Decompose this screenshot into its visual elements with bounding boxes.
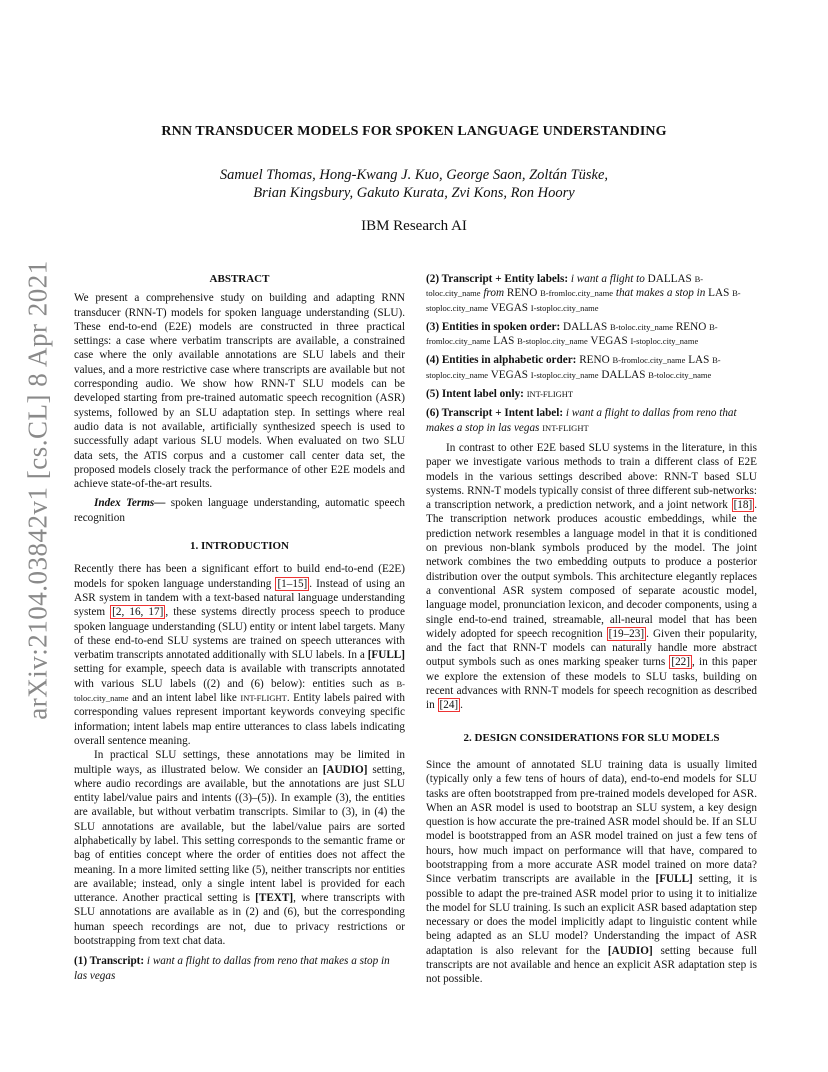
authors-line-2: Brian Kingsbury, Gakuto Kurata, Zvi Kons, Ron Hoory xyxy=(253,185,575,201)
entity-label: I-stoploc.city_name xyxy=(530,369,599,380)
full-setting-tag: [FULL] xyxy=(655,873,693,886)
arxiv-sidebar xyxy=(18,260,58,720)
example-1-text: i want a flight to dallas from reno that makes a stop in las vegas xyxy=(74,955,390,982)
right-p1-text-c: . Given their popularity, and the fact that RNN-T models can naturally handle more abstract output symbols such as ones marking speaker turns xyxy=(426,627,758,669)
example-6-label: (6) Transcript + Intent label: xyxy=(426,407,564,420)
example-word: that makes a stop in xyxy=(615,287,706,300)
intro-p1-text-f: . Entity labels paired with corresponding values represent important keywords conveying specific information; intent labels map entire utterances to class labels indicating overall sentence meaning. xyxy=(74,692,405,747)
entity-value: LAS xyxy=(493,335,515,348)
citation-link[interactable]: [1–15] xyxy=(277,577,308,590)
affiliation: IBM Research AI xyxy=(361,218,467,234)
abstract-text: We present a comprehensive study on building and adapting RNN transducer (RNN-T) models for spoken language understanding (SLU). These end-to-end (E2E) models are constructed in three practical settings: a case where verbatim transcripts are available, a constrained case where the only available annotations are SLU labels and their values, and a more restrictive case where transcripts are available but not corresponding audio. We show how RNN-T SLU models can be developed starting from pre-trained automatic speech recognition (ASR) systems, followed by an SLU adaptation step. In settings where real audio data is not available, artificially synthesized speech is used to successfully adapt various SLU models. When evaluated on two SLU data sets, the ATIS corpus and a customer call center data set, the proposed models closely track the performance of other E2E models and achieve state-of-the-art results. xyxy=(74,292,405,491)
audio-setting-tag: [AUDIO] xyxy=(607,944,653,957)
right-p1-text-d: , in this paper we explore the extension of these models to SLU tasks, building on recent advances with RNN-T models for speech recognition as described in xyxy=(426,656,757,712)
example-5 xyxy=(426,387,757,401)
entity-value: DALLAS xyxy=(563,320,608,333)
right-p2-text-a: Since the amount of annotated SLU training data is usually limited (typically only a few tens of hours of data), end-to-end models for SLU tasks are often bootstrapped from pre-trained models developed for ASR. When an ASR model is used to bootstrap an SLU system, a key design question is how accurate the pre-trained ASR model should be. If an SLU model is bootstrapped from an ASR model trained on just a few tens of hours, how much impact on performance will that have, compared to bootstrapping from a more accurate ASR model trained on more data? Since verbatim transcripts are available in the xyxy=(426,758,757,886)
index-terms-label: Index Terms— xyxy=(94,497,166,510)
entity-value: VEGAS xyxy=(590,335,628,348)
right-column xyxy=(426,272,757,987)
entity-value: RENO xyxy=(579,354,610,367)
entity-value: VEGAS xyxy=(490,301,528,314)
intro-p2-text-c: , where transcripts with SLU annotations are available as in (2) and (6), but the corresponding human speech recordings are not, due to privacy restrictions or bootstrapping from text chat data. xyxy=(74,892,405,948)
entity-label: I-stoploc.city_name xyxy=(530,302,599,313)
intent-label: INT-FLIGHT xyxy=(542,422,589,433)
entity-label: B-fromloc.city_name xyxy=(612,355,686,366)
entity-label: B-stoploc.city_name xyxy=(517,336,588,347)
audio-setting-tag: [AUDIO] xyxy=(322,763,368,776)
example-6-text: i want a flight to dallas from reno that makes a stop in las vegas xyxy=(426,407,737,434)
example-6 xyxy=(426,406,757,435)
intro-paragraph-2 xyxy=(74,748,405,948)
intent-label: INT-FLIGHT xyxy=(240,693,287,704)
intro-heading: 1. INTRODUCTION xyxy=(189,540,289,553)
example-4-label: (4) Entities in alphabetic order: xyxy=(426,354,577,367)
right-p1-text-a: In contrast to other E2E based SLU systems in the literature, in this paper we investigate various methods to train a different class of E2E models in the various settings described above: RNN-T based SLU systems. RNN-T models typically consist of three different sub-networks: a transcription network, a prediction network, and a joint network xyxy=(426,441,757,512)
text-setting-tag: [TEXT] xyxy=(255,892,294,905)
right-p2-text-b: setting, it is possible to adapt the pre-trained ASR model prior to using it to initialize the model for SLU training. Is such an explicit ASR based adaptation step necessary or does the model implicitly adapt to linguistic content while being adapted as an SLU model? Understanding the impact of ASR adaptation is also relevant for the xyxy=(426,873,758,957)
index-terms xyxy=(74,496,405,525)
authors xyxy=(0,166,828,202)
intro-p2-text-b: setting, where audio recordings are available, but the annotations are just SLU entity label/value pairs and intents ((3)–(5)). In example (3), the entities are available, but without verbatim transcripts. Similar to (3), in (4) the SLU annotations are available, but the label/value pairs are sorted alphabetically by label. This setting corresponds to the semantic frame or bag of entities concept where the order of entities does not affect the meaning. In a more limited setting like (5), neither transcripts nor entities are available; instead, only a single intent label is provided for each utterance. Another practical setting is xyxy=(74,763,405,905)
entity-label: B-stoploc.city_name xyxy=(426,355,721,380)
entity-label: B-toloc.city_name xyxy=(74,678,405,704)
entity-value: RENO xyxy=(675,320,707,333)
example-2 xyxy=(426,272,757,315)
intro-p1-text-c: , these systems directly process speech to produce spoken language understanding (SLU) entity or intent label targets. Many of these end-to-end SLU systems are trained on speech utterances with verbatim transcripts annotated additionally with SLU labels. In a xyxy=(74,606,406,662)
entity-value: DALLAS xyxy=(601,368,646,381)
intro-paragraph-1 xyxy=(74,562,405,748)
entity-label: B-toloc.city_name xyxy=(648,369,712,380)
example-word: from xyxy=(483,287,505,300)
intro-p1-text-b: . Instead of using an ASR system in tandem with a text-based natural language understanding system xyxy=(74,577,405,619)
paper-title: RNN TRANSDUCER MODELS FOR SPOKEN LANGUAGE UNDERSTANDING xyxy=(161,124,667,139)
intro-p1-text-a: Recently there has been a significant effort to build end-to-end (E2E) models for spoken language understanding xyxy=(74,563,405,590)
entity-label: B-toloc.city_name xyxy=(609,321,674,332)
right-paragraph-2 xyxy=(426,758,757,987)
intro-p1-text-d: setting for example, speech data is available with transcripts annotated with various SLU labels ((2) and (6) below): entities such as xyxy=(74,663,405,690)
example-word: i want a flight to xyxy=(570,273,645,285)
entity-value: RENO xyxy=(506,287,538,300)
entity-value: DALLAS xyxy=(647,273,692,285)
entity-label: B-fromloc.city_name xyxy=(426,321,718,347)
right-paragraph-1 xyxy=(426,441,757,713)
entity-label: B-stoploc.city_name xyxy=(426,288,741,313)
intro-p1-text-e: and an intent label like xyxy=(128,692,241,705)
entity-value: LAS xyxy=(708,287,730,300)
entity-label: B-toloc.city_name xyxy=(426,274,704,299)
example-1 xyxy=(74,954,405,983)
entity-label: B-fromloc.city_name xyxy=(540,288,614,299)
full-setting-tag: [FULL] xyxy=(367,649,405,662)
example-1-label: (1) Transcript: xyxy=(74,955,145,968)
example-3-label: (3) Entities in spoken order: xyxy=(426,320,561,333)
entity-value: LAS xyxy=(688,354,710,367)
citation-link[interactable]: [18] xyxy=(733,499,753,512)
entity-label: I-stoploc.city_name xyxy=(630,336,699,347)
right-p1-text-b: . The transcription network produces acoustic embeddings, while the prediction network resembles a language model in that it is conditioned on previous non-blank symbols produced by the model. The joint network combines the two embedding outputs to produce a posterior distribution over the output symbols. This architecture elegantly replaces a conventional ASR system composed of separate acoustic model, language model, pronunciation lexicon, and decoder components, using a single end-to-end trained, streamable, all-neural model that has been widely adopted for speech recognition xyxy=(426,499,757,640)
citation-link[interactable]: [24] xyxy=(439,699,459,712)
example-4 xyxy=(426,353,757,382)
abstract-heading: ABSTRACT xyxy=(209,273,270,285)
example-3 xyxy=(426,320,757,349)
example-2-label: (2) Transcript + Entity labels: xyxy=(426,273,569,285)
intro-p2-text-a: In practical SLU settings, these annotations may be limited in multiple ways, as illustrated below. We consider an xyxy=(74,749,405,776)
right-p1-text-e: . xyxy=(460,699,463,712)
index-terms-text: spoken language understanding, automatic speech recognition xyxy=(74,497,405,524)
citation-link[interactable]: [19–23] xyxy=(608,627,645,640)
right-p2-text-c: setting because full transcripts are not available and hence an explicit ASR adaptation step is not possible. xyxy=(426,944,757,986)
example-5-label: (5) Intent label only: xyxy=(426,388,524,401)
citation-link[interactable]: [2, 16, 17] xyxy=(112,606,164,619)
arxiv-identifier: arXiv:2104.03842v1 [cs.CL] 8 Apr 2021 xyxy=(22,260,53,720)
intent-label: INT-FLIGHT xyxy=(526,389,574,400)
authors-line-1: Samuel Thomas, Hong-Kwang J. Kuo, George Saon, Zoltán Tüske, xyxy=(219,167,609,183)
section-2-heading: 2. DESIGN CONSIDERATIONS FOR SLU MODELS xyxy=(463,731,720,744)
citation-link[interactable]: [22] xyxy=(671,656,690,669)
left-column xyxy=(74,272,405,983)
entity-value: VEGAS xyxy=(490,368,528,381)
